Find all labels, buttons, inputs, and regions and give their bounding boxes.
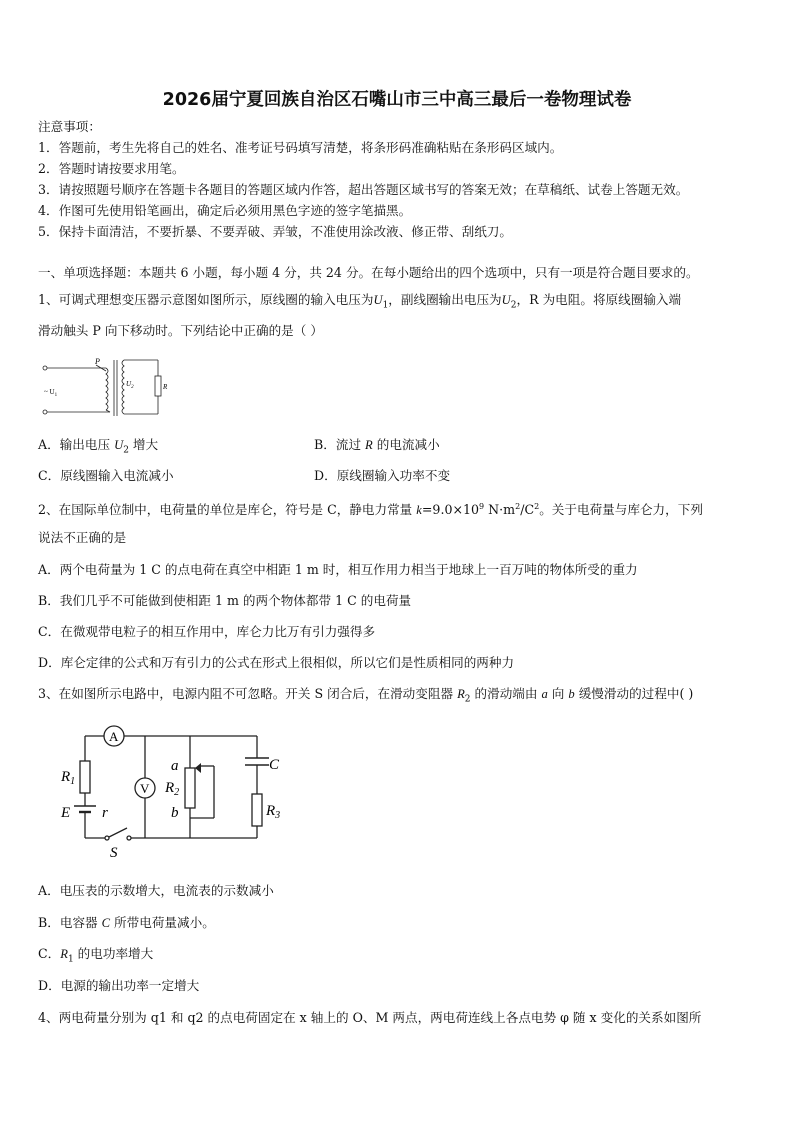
notice-item-3: 3．请按照题号顺序在答题卡各题目的答题区域内作答，超出答题区域书写的答案无效；在草稿纸、试卷上答题无效。 [38, 182, 689, 197]
fig1-u2-label: $U_2$ [126, 380, 134, 390]
q1-option-c[interactable]: C．原线圈输入电流减小 [38, 468, 174, 483]
q1-option-b[interactable]: B．流过 R 的电流减小 [314, 437, 440, 452]
fig1-u1-label: ~ $U_1$ [44, 388, 58, 398]
notice-item-4: 4．作图可先使用铅笔画出，确定后必须用黑色字迹的签字笔描黑。 [38, 203, 412, 218]
q4-stem-line1: 4、两电荷量分别为 q1 和 q2 的点电荷固定在 x 轴上的 O、M 两点，两电荷连线上各点电势 φ 随 x 变化的关系如图所 [38, 1010, 702, 1025]
q1-option-d[interactable]: D．原线圈输入功率不变 [314, 468, 451, 483]
fig3-voltmeter-label: V [140, 781, 150, 796]
fig1-r-label: R [163, 383, 168, 391]
transformer-diagram [36, 352, 171, 424]
fig3-r1-label: $R_1$ [61, 769, 76, 787]
fig3-a-label: a [171, 758, 179, 774]
fig3-r3-label: $R_3$ [266, 803, 281, 821]
q2-option-a[interactable]: A．两个电荷量为 1 C 的点电荷在真空中相距 1 m 时，相互作用力相当于地球上一百万吨的物体所受的重力 [38, 562, 638, 577]
q3-option-d[interactable]: D．电源的输出功率一定增大 [38, 978, 200, 993]
notice-heading: 注意事项： [38, 119, 101, 134]
section-heading: 一、单项选择题：本题共 6 小题，每小题 4 分，共 24 分。在每小题给出的四个选项中，只有一项是符合题目要求的。 [38, 265, 699, 280]
q2-stem-line2: 说法不正确的是 [38, 530, 127, 545]
q3-option-c[interactable]: C．$R_1$ 的电功率增大 [38, 946, 154, 965]
fig3-r2-label: $R_2$ [165, 780, 180, 798]
page-title: 2026届宁夏回族自治区石嘴山市三中高三最后一卷物理试卷 [162, 90, 632, 110]
q3-stem: 3、在如图所示电路中，电源内阻不可忽略。开关 S 闭合后，在滑动变阻器 $R_2$ 的滑动端由 a 向 b 缓慢滑动的过程中( ) [38, 686, 694, 705]
circuit-diagram [52, 718, 302, 860]
q3-option-b[interactable]: B．电容器 C 所带电荷量减小。 [38, 915, 215, 930]
notice-item-5: 5．保持卡面清洁，不要折暴、不要弄破、弄皱，不准使用涂改液、修正带、刮纸刀。 [38, 224, 512, 239]
q1-stem-line2: 滑动触头 P 向下移动时。下列结论中正确的是（ ） [38, 323, 323, 338]
notice-item-2: 2．答题时请按要求用笔。 [38, 161, 185, 176]
fig3-ammeter-label: A [109, 729, 119, 744]
q3-option-a[interactable]: A．电压表的示数增大，电流表的示数减小 [38, 883, 274, 898]
fig3-r-label: r [102, 805, 108, 821]
q2-option-c[interactable]: C．在微观带电粒子的相互作用中，库仑力比万有引力强得多 [38, 624, 376, 639]
notice-item-1: 1．答题前，考生先将自己的姓名、准考证号码填写清楚，将条形码准确粘贴在条形码区域内。 [38, 140, 563, 155]
fig3-e-label: E [61, 805, 71, 821]
fig3-c-label: C [269, 757, 280, 773]
fig1-p-label: P [95, 357, 100, 366]
q1-stem-line1: 1、可调式理想变压器示意图如图所示，原线圈的输入电压为$U_1$，副线圈输出电压为$U_2$，R 为电阻。将原线圈输入端 [38, 292, 682, 311]
q2-option-b[interactable]: B．我们几乎不可能做到使相距 1 m 的两个物体都带 1 C 的电荷量 [38, 593, 412, 608]
q2-option-d[interactable]: D．库仑定律的公式和万有引力的公式在形式上很相似，所以它们是性质相同的两种力 [38, 655, 515, 670]
fig3-s-label: S [110, 845, 118, 860]
q2-stem-line1: 2、在国际单位制中，电荷量的单位是库仑，符号是 C，静电力常量 $k=9.0\times 10^9$ $N\cdot m^2/C^2$。关于电荷量与库仑力，下列 [38, 502, 703, 518]
fig3-b-label: b [171, 805, 179, 821]
q1-option-a[interactable]: A．输出电压 $U_2$ 增大 [38, 437, 159, 456]
